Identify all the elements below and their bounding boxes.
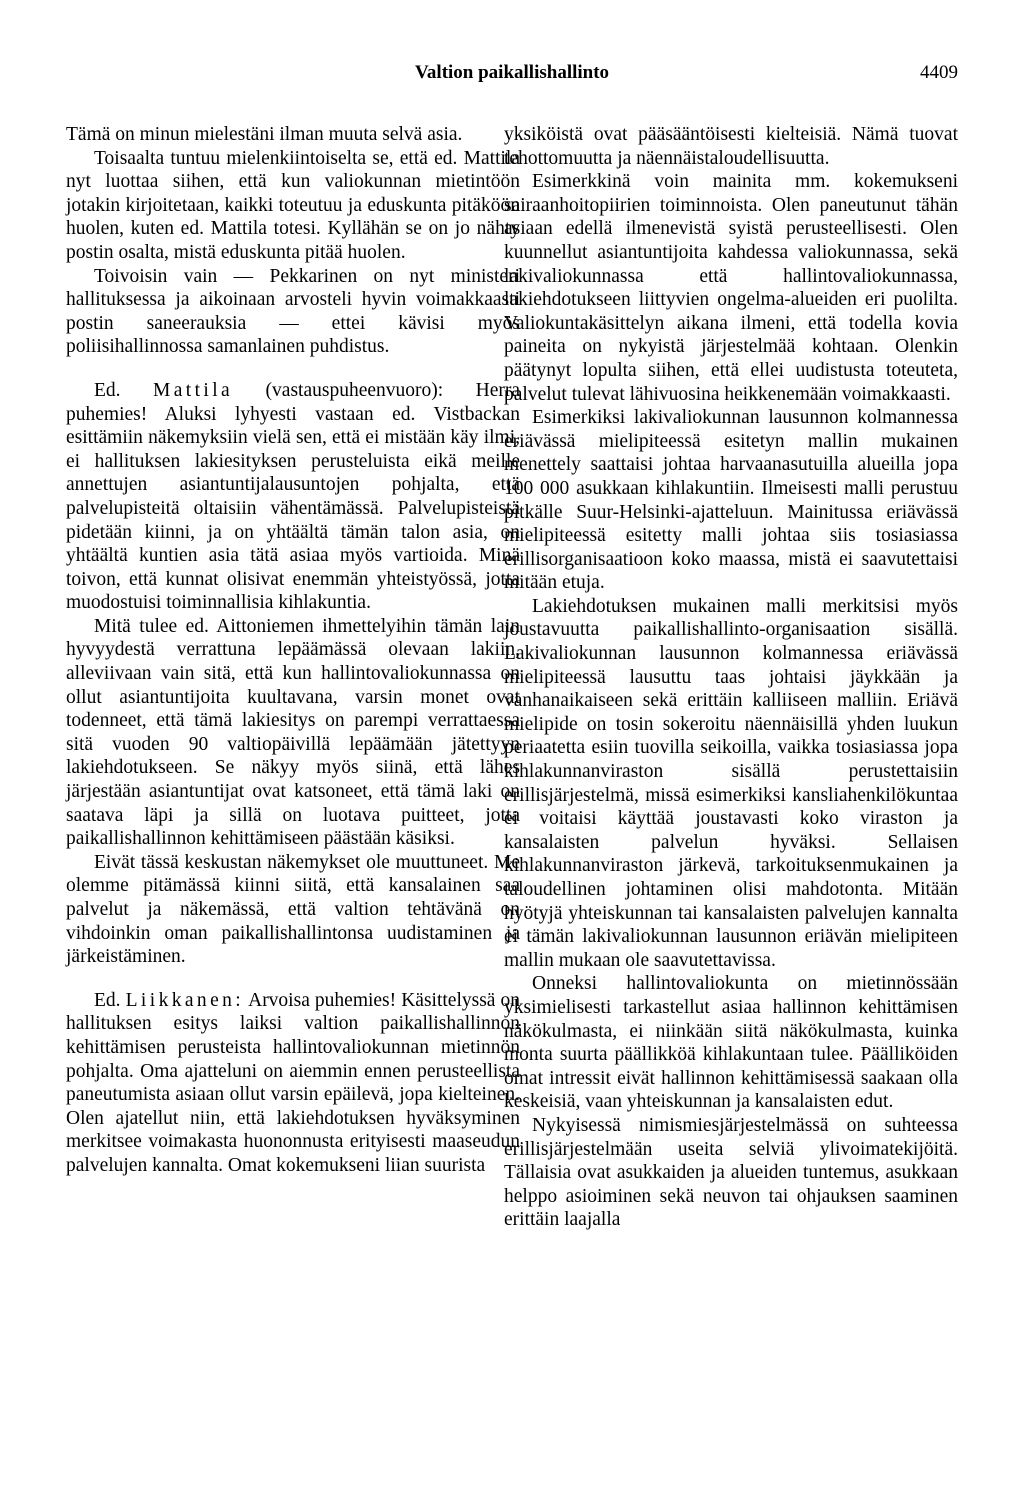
paragraph: Mitä tulee ed. Aittoniemen ihmettelyihin tämän lain hyvyydestä verrattuna lepäämässä olevaan lakiin, alleviivaan vain sitä, että kun hallintovaliokunnassa on ollut asiantuntijoita kuultavana, varsin monet ovat todenneet, että tämä lakiesitys on parempi verrattaessa sitä vuoden 90 valtiopäivillä lepäämään jätettyyn lakiehdotukseen. Se näkyy myös siinä, että lähes järjestään asiantuntijat ovat katsoneet, että tämä laki on saatava läpi ja sillä on luotava puitteet, jotta paikallishallinnon kehittämiseen päästään käsiksi.: [66, 615, 520, 850]
paragraph: Esimerkkinä voin mainita mm. kokemukseni sairaanhoitopiirien toiminnoista. Olen paneutunut tähän asiaan edellä ilmenevistä syistä perusteellisesti. Olen kuunnellut asiantuntijoita kahdessa valiokunnassa, sekä lakivaliokunnassa että hallintovaliokunnassa, lakiehdotukseen liittyvien ongelma-alueiden eri puolilta. Valiokuntakäsittelyn aikana ilmeni, että todella kovia paineita on nykyistä järjestelmää kohtaan. Olenkin päätynyt lopulta siihen, että ellei uudistusta toteuteta, palvelut tulevat lähivuosina heikkenemään voimakkaasti.: [504, 171, 958, 405]
paragraph: Tämä on minun mielestäni ilman muuta selvä asia.: [66, 124, 463, 145]
running-title: Valtion paikallishallinto: [414, 62, 610, 83]
speaker-prefix: Ed.: [94, 379, 121, 401]
paragraph: yksiköistä ovat pääsääntöisesti kielteisiä. Nämä tuovat tehottomuutta ja näennäistaloudellisuutta.: [504, 124, 958, 169]
speaker-name: Liikkanen:: [125, 989, 245, 1011]
speech-text: Herra puhemies! Aluksi lyhyesti vastaan ed. Vistbackan esittämiin näkemyksiin vielä sen, että ei mistään käy ilmi, ei hallituksen lakiesityksen perusteluista eikä meille annettujen asiantuntijalausuntojen pohjalta, että palvelupisteitä oltaisiin vähentämässä. Palvelupisteistä pidetään kiinni, ja on yhtäältä tämän talon asia, on yhtäältä kuntien asia tätä asiaa myös vartioida. Minä toivon, että kunnat olisivat enemmän yhteistyössä, jotta muodostuisi toiminnallisia kihlakuntia.: [66, 379, 520, 614]
paragraph: Lakiehdotuksen mukainen malli merkitsisi myös joustavuutta paikallishallinto-organisaation sisällä. Lakivaliokunnan lausunnon kolmannessa eriävässä mielipiteessä lausuttu taas johtaisi jäykkään ja vanhanaikaiseen sekä erittäin kalliiseen malliin. Eriävä mielipide on tosin sokeroitu näennäisillä yhden luukun periaatetta esiin tuovilla seikoilla, vaikka tosiasiassa jopa kihlakunnanviraston sisällä perustettaisiin erillisjärjestelmä, missä esimerkiksi kansliahenkilökuntaa ei voitaisi käyttää joustavasti koko viraston ja kansalaisten palvelun hyväksi. Sellaisen kihlakunnanviraston järkevä, tarkoituksenmukainen ja taloudellinen johtaminen olisi mahdotonta. Mitään hyötyjä yhteiskunnan tai kansalaisten palvelujen kannalta ei tämän lakivaliokunnan lausunnon eriävän mielipiteen mallin mukaan ole saavutettavissa.: [504, 595, 958, 971]
speech-text: Arvoisa puhemies! Käsittelyssä on hallituksen esitys laiksi valtion paikallishallinnon kehittämisen perusteista hallintovaliokunnan mietinnön pohjalta. Oma ajatteluni on aiemmin ennen perusteellista paneutumista asiaan ollut varsin epäilevä, jopa kielteinen. Olen ajatellut niin, että lakiehdotuksen hyväksyminen merkitsee voimakasta huononnusta erityisesti maaseudun palvelujen kannalta. Omat kokemukseni liian suurista: [66, 989, 521, 1176]
paragraph: Esimerkiksi lakivaliokunnan lausunnon kolmannessa eriävässä mielipiteessä esitetyn mallin mukainen menettely saattaisi johtaa harvaanasutuilla alueilla jopa 100 000 asukkaan kihlakuntiin. Ilmeisesti malli perustuu pitkälle Suur-Helsinki-ajatteluun. Mainitussa eriävässä mielipiteessä esitetty malli johtaa siis tosiasiassa erillisorganisaatioon koko maassa, mistä ei saavutettaisi mitään etuja.: [504, 407, 958, 594]
paragraph: Nykyisessä nimismiesjärjestelmässä on suhteessa erillisjärjestelmään useita selviä ylivoimatekijöitä. Tällaisia ovat asukkaiden ja alueiden tuntemus, asukkaan helppo asioiminen sekä neuvon tai ohjauksen saaminen erittäin laajalla: [504, 1114, 958, 1231]
paragraph: Eivät tässä keskustan näkemykset ole muuttuneet. Me olemme pitämässä kiinni siitä, että kansalainen saa palvelut ja näkemässä, että valtion tehtävänä on vihdoinkin oman paikallishallintonsa uudistaminen ja järkeistäminen.: [66, 851, 520, 968]
paragraph: Onneksi hallintovaliokunta on mietinnössään yksimielisesti tarkastellut asiaa hallinnon kehittämisen näkökulmasta, ei niinkään siitä näkökulmasta, kuinka monta suurta päällikköä kihlakuntaan tulee. Päälliköiden omat intressit eivät hallinnon kehittämisessä saakaan olla keskeisiä, vaan yhteiskunnan ja kansalaisten edut.: [504, 973, 958, 1113]
paragraph: Toivoisin vain — Pekkarinen on nyt ministeri hallituksessa ja aikoinaan arvosteli hyvin voimakkaasti postin saneerauksia — ettei kävisi myös poliisihallinnossa samanlainen puhdistus.: [66, 265, 520, 358]
speaker-prefix: Ed.: [94, 989, 121, 1011]
paragraph: Toisaalta tuntuu mielenkiintoiselta se, että ed. Mattila nyt luottaa siihen, että kun valiokunnan mietintöön jotakin kirjoitetaan, kaikki toteutuu ja eduskunta pitäköön huolen, kuten ed. Mattila totesi. Kyllähän se on jo nähty postin osalta, mistä eduskunta pitää huolen.: [66, 147, 520, 263]
right-column: [504, 123, 958, 1232]
left-column: [66, 123, 520, 1178]
speaker-name: Mattila: [152, 379, 234, 401]
speaker-role: (vastauspuheenvuoro):: [265, 379, 444, 401]
speech-mattila: [66, 379, 520, 615]
speech-liikkanen: [66, 989, 520, 1178]
page-number: 4409: [920, 62, 958, 83]
